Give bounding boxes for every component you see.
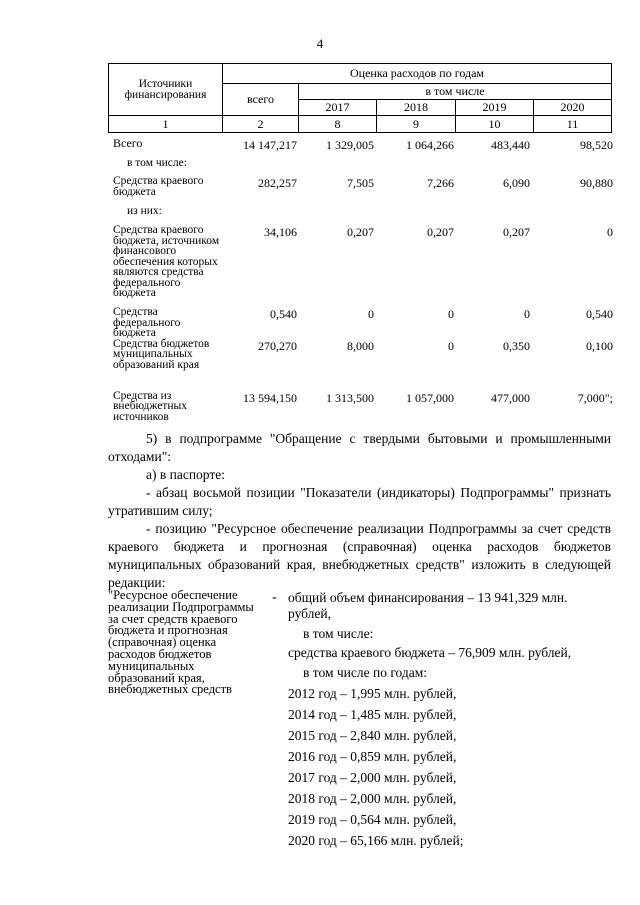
col-number: 10 [456,116,534,133]
table-row [113,158,613,176]
resource-year-line: 2014 год – 1,485 млн. рублей, [288,707,457,722]
cell-2017: 7,505 [347,176,374,190]
cell-2020: 0,100 [586,338,613,353]
cell-total: 270,270 [258,338,297,353]
resource-year-line: 2016 год – 0,859 млн. рублей, [288,749,457,764]
cell-2019: 483,440 [491,138,530,152]
table-row [113,176,613,206]
col-number: 2 [223,116,299,133]
col-number: 1 [109,116,223,133]
cell-2019: 477,000 [491,390,530,405]
cell-2017: 8,000 [347,338,374,353]
table-row [113,391,613,425]
col-number: 8 [299,116,377,133]
row-label: Средства краевого бюджета [113,175,204,198]
cell-2018: 1 064,266 [406,138,454,152]
cell-2020: 0,540 [586,307,613,321]
cell-2017: 1 313,500 [326,390,374,405]
cell-2020: 7,000"; [577,390,613,405]
cell-total: 282,257 [258,176,297,190]
resource-year-line: 2012 год – 1,995 млн. рублей, [288,686,457,701]
row-label: из них: [127,205,162,217]
table-row [113,138,613,158]
resource-dash: - [272,590,277,605]
cell-2019: 6,090 [503,176,530,190]
col-number: 9 [377,116,456,133]
cell-2018: 0,207 [427,225,454,239]
paragraph-passport: а) в паспорте: [146,467,226,482]
resource-left-label: "Ресурсное обеспечение реализации Подпрограммы за счет средств краевого бюджета и прогнозная (справочная) оценка расходов бюджетов муниципальных образований края, внебюджетных средств [108,588,254,697]
header-total: всего [223,84,299,116]
resource-year-line: 2019 год – 0,564 млн. рублей, [288,812,457,827]
cell-total: 34,106 [264,225,297,239]
header-year: 2017 [299,100,377,116]
table-header [108,63,612,133]
resource-by-years: в том числе по годам: [303,665,428,680]
row-label: Средства краевого бюджета, источником финансового обеспечения которых являются средства федерального бюджета [113,224,220,299]
row-label: Средства из внебюджетных источников [113,389,187,423]
resource-total-line: общий объем финансирования – 13 941,329 млн. рублей, [288,590,568,621]
cell-total: 14 147,217 [243,138,297,152]
cell-total: 13 594,150 [243,390,297,405]
cell-2018: 0 [448,338,454,353]
cell-2017: 1 329,005 [326,138,374,152]
cell-2017: 0 [368,307,374,321]
cell-2018: 0 [448,307,454,321]
paragraph-resource-position: - позицию "Ресурсное обеспечение реализации Подпрограммы за счет средств краевого бюджета и прогнозная (справочная) оценка расходов бюджетов муниципальных образований края, внебюджетных средств" изложить в следующей редакции: [108,521,611,590]
row-label: Средства бюджетов муниципальных образований края [113,337,210,371]
paragraph-item-5: 5) в подпрограмме "Обращение с твердыми бытовыми и промышленными отходами": [108,431,611,464]
header-year: 2019 [456,100,534,116]
cell-2018: 1 057,000 [406,390,454,405]
table-body [113,138,613,425]
row-label: Средства федерального бюджета [113,306,181,339]
cell-2019: 0,350 [503,338,530,353]
header-including: в том числе [299,84,612,100]
header-sources: Источники финансирования [109,64,223,116]
header-estimate: Оценка расходов по годам [223,64,612,84]
table-row [113,206,613,225]
cell-total: 0,540 [270,307,297,321]
cell-2020: 0 [607,225,613,239]
row-label: в том числе: [127,157,187,169]
cell-2017: 0,207 [347,225,374,239]
resource-year-line: 2017 год – 2,000 млн. рублей, [288,770,457,785]
page-number: 4 [316,36,324,51]
table-row [113,339,613,391]
cell-2019: 0,207 [503,225,530,239]
row-label: Всего [113,136,143,150]
cell-2020: 90,880 [580,176,613,190]
resource-regional: средства краевого бюджета – 76,909 млн. рублей, [288,645,572,660]
col-number: 11 [534,116,612,133]
resource-year-line: 2015 год – 2,840 млн. рублей, [288,728,457,743]
header-year: 2018 [377,100,456,116]
paragraph-indicators: - абзац восьмой позиции "Показатели (индикаторы) Подпрограммы" признать утратившим силу; [108,485,611,518]
table-row [113,225,613,307]
resource-including: в том числе: [303,626,374,641]
header-year: 2020 [534,100,612,116]
table-row [113,307,613,339]
cell-2020: 98,520 [580,138,613,152]
resource-year-line: 2020 год – 65,166 млн. рублей; [288,833,464,848]
resource-year-line: 2018 год – 2,000 млн. рублей, [288,791,457,806]
cell-2018: 7,266 [427,176,454,190]
cell-2019: 0 [524,307,530,321]
